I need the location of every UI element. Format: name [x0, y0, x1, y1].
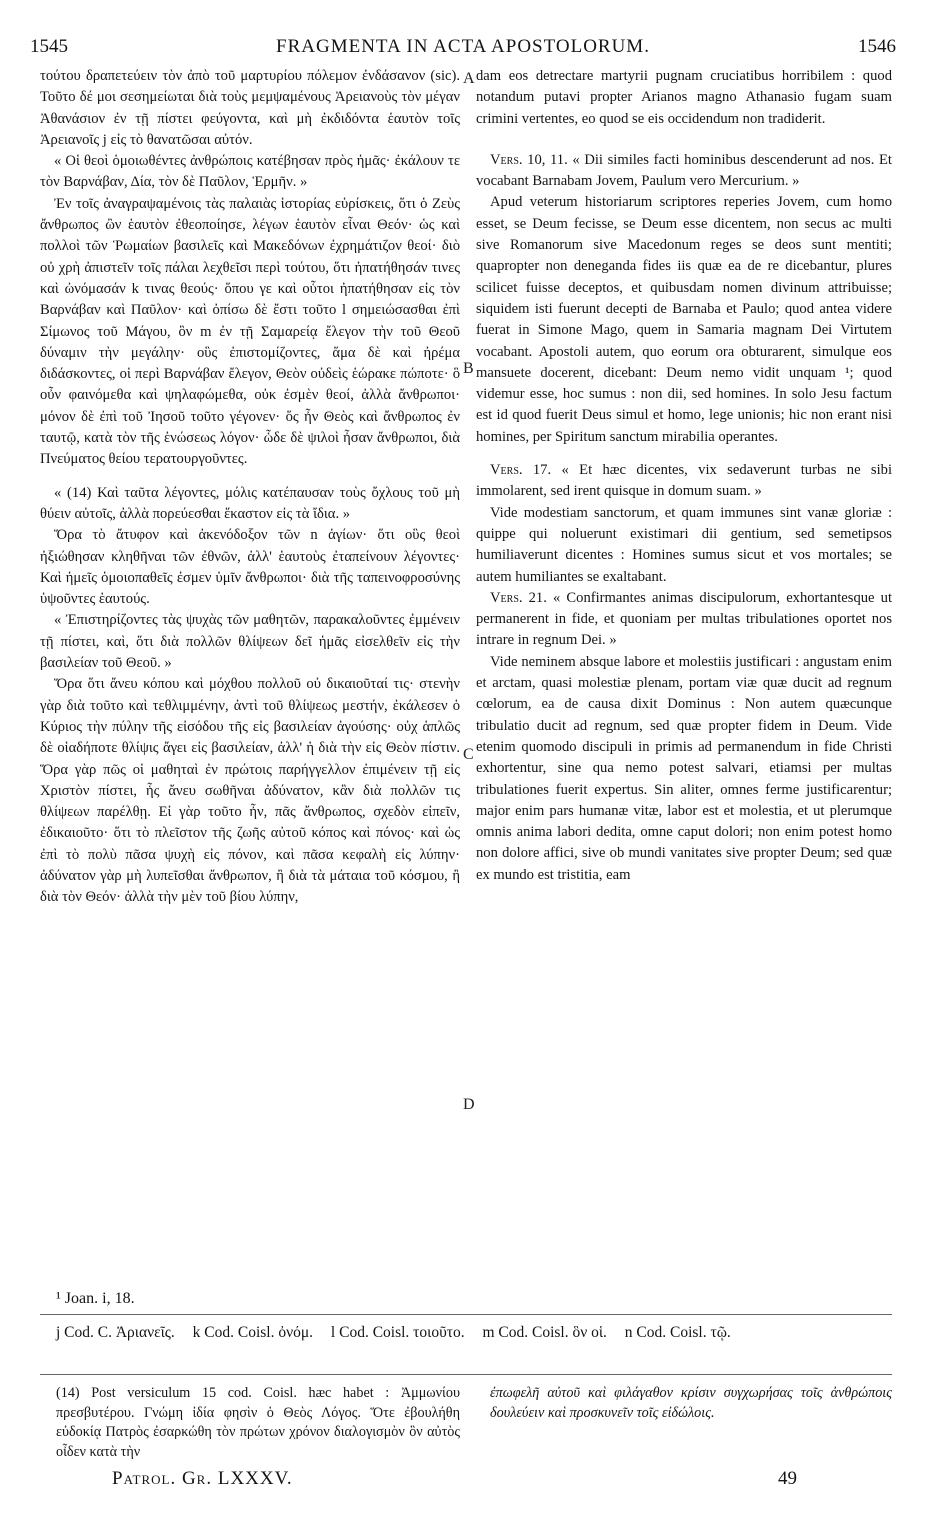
- variant-note: m Cod. Coisl. ὃν οἱ.: [482, 1324, 607, 1341]
- greek-paragraph: Ἐν τοῖς ἀναγραψαμένοις τὰς παλαιὰς ἱστορίας εὑρίσκεις, ὅτι ὁ Ζεὺς ἄνθρωπος ὢν ἑαυτὸν ἐθεοποίησε, λέγων ἑαυτὸν εἶναι Θεόν· ὡς καὶ πολλοὶ τῶν Ῥωμαίων βασιλεῖς καὶ Μακεδόνων ἐχρημάτιζον θεοί· διὸ οὐ χρὴ ἀπιστεῖν τοῖς πάλαι λεχθεῖσι περὶ τούτου, ὅτι ἠπατήθησάν τινες καὶ ὠνόμασάν k τινας θεούς· ὅπου γε καὶ οὗτοι ἠπατήθησαν εἰς τὸν Βαρνάβαν καὶ Παῦλον· καὶ ὀπίσω δὲ ἔστι τοῦτο l σημειώσασθαι ἐπὶ Σίμωνος τοῦ Μάγου, ὃν m ἐν τῇ Σαμαρείᾳ ἔλεγον τὴν τοῦ Θεοῦ δύναμιν τὴν μεγάλην· οὓς ἐπιστομίζοντες, ἅμα δὲ καὶ ἠρέμα διδάσκοντες, οἱ περὶ Βαρνάβαν ἔλεγον, Θεὸν οὐδεὶς ἑώρακε πώποτε· ὃ οὖν φαινόμεθα καὶ ψηλαφώμεθα, οὐκ ἐσμὲν θεοί, ἀλλὰ ἄνθρωποι· μόνον δὲ ἐπὶ τοῦ Ἰησοῦ τοῦτο γέγονεν· ὅς ἦν Θεὸς καὶ ἄνθρωπος ἐν ταυτῷ, κατὰ τὸν τῆς ἑνώσεως λόγον· ὧδε δὲ ψιλοὶ ἦσαν ἄνθρωποι, διὰ Πνεύματος θείου τερατουργοῦντες.: [40, 195, 460, 468]
- page-number-right: 1546: [858, 36, 896, 57]
- greek-column: [40, 66, 460, 909]
- greek-paragraph: « Ἐπιστηρίζοντες τὰς ψυχὰς τῶν μαθητῶν, παρακαλοῦντες ἐμμένειν τῇ πίστει, καὶ, ὅτι διὰ πολλῶν θλίψεων δεῖ ἡμᾶς εἰσελθεῖν εἰς τὴν βασιλείαν τοῦ Θεοῦ. »: [40, 612, 460, 672]
- latin-paragraph: Vide neminem absque labore et molestiis justificari : angustam enim et arctam, quasi molestiæ plenam, portam viæ quæ ducit ad regnum cœlorum, ea de causa dixit Dominus : Non autem quæcunque tribulatio ducit ad regnum, sed quæ propter fidem in Deum. Vide etenim quomodo discipuli in primis ad permanendum in fide Christi exhortentur, sine qua nemo potest salvari, etiamsi per multas tribulationes fuerit expertus. Sin aliter, omnes ferme justificarentur; major enim pars humanæ vitæ, labor est et molestia, et ut plerumque omnis anima labori dedita, omne caput dolori; non enim potest homo non dolore affici, sive ob mundi vanitates sive propter Deum; sed quæ ex mundo est tristitia, eam: [476, 653, 892, 883]
- margin-letter: D: [463, 1096, 475, 1113]
- editor-note-left: (14) Post versiculum 15 cod. Coisl. hæc habet : Ἀμμωνίου πρεσβυτέρου. Γνώμη ἰδία φησὶν ὁ Θεὸς Λόγος. Ὅτε ἐβουλήθη εὐδοκίᾳ Πατρὸς ἐσαρκώθη τὸν πρώτων χρόνον διαλογισμὸν ὃν αὐτὸς οἶδεν κατὰ τὴν: [56, 1385, 460, 1460]
- latin-paragraph: dam eos detrectare martyrii pugnam cruciatibus horribilem : quod notandum putavi propter Arianos magno Athanasio fugam suam crimini vertentes, eo quod se eis occidendum non tradiderit.: [476, 68, 892, 127]
- running-title: FRAGMENTA IN ACTA APOSTOLORUM.: [276, 36, 650, 57]
- latin-paragraph: [476, 588, 892, 652]
- greek-paragraph: τούτου δραπετεύειν τὸν ἀπὸ τοῦ μαρτυρίου πόλεμον ἐνδάσανον (sic). Τοῦτο δέ μοι σεσημείωται διὰ τοὺς μεμψαμένους Ἀρειανοὺς τὸν μέγαν Ἀθανάσιον ἐν τῇ πίστει φεύγοντα, καὶ μὴ ἐκδιδόντα ἑαυτὸν τοῖς Ἀρειανοῖς j εἰς τὸ θανατῶσαι αὐτόν.: [40, 68, 460, 148]
- verse-marker: Vers. 17.: [490, 462, 552, 479]
- margin-letter: C: [463, 746, 474, 763]
- verse-text: « Dii similes facti hominibus descenderunt ad nos. Et vocabant Barnabam Jovem, Paulum vero Mercurium. »: [476, 151, 892, 190]
- verse-text: « Confirmantes animas discipulorum, exhortantesque ut permanerent in fide, et quoniam per multas tribulationes oportet nos intrare in regnum Dei. »: [476, 589, 892, 649]
- margin-letter: A: [463, 70, 475, 87]
- latin-paragraph: [476, 150, 892, 193]
- page-number-left: 1545: [30, 36, 68, 57]
- latin-paragraph: Vide modestiam sanctorum, et quam immunes sint vanæ gloriæ : quippe qui noluerunt existimari dii gentium, sed semetipsos humiliaverunt dicentes : Homines sumus sicut et vos mortales; se autem humiliantes se exaltabant.: [476, 504, 892, 585]
- greek-paragraph: Ὅρα τὸ ἄτυφον καὶ ἀκενόδοξον τῶν n ἁγίων· ὅτι οὓς θεοὶ ἠξιώθησαν κληθῆναι τῶν ἐθνῶν, ἀλλ' ἑαυτοὺς ἐταπείνουν λέγοντες· Καὶ ἡμεῖς ὁμοιοπαθεῖς ἐσμεν ὑμῖν ἄνθρωποι· διὰ τῆς ταπεινοφροσύνης ὑψοῦντες ἑαυτούς.: [40, 527, 460, 608]
- verse-marker: Vers. 21.: [490, 589, 547, 606]
- editor-note-right: ἐπωφελῆ αὐτοῦ καὶ φιλάγαθον κρίσιν συγχωρήσας τοῖς ἀνθρώποις δουλεύειν καὶ προσκυνεῖν τοῖς εἰδώλοις.: [490, 1385, 892, 1421]
- variant-note: l Cod. Coisl. τοιοῦτο.: [330, 1324, 465, 1341]
- latin-column: [476, 66, 892, 886]
- variant-note: n Cod. Coisl. τῷ.: [624, 1324, 731, 1341]
- greek-paragraph: Ὅρα ὅτι ἄνευ κόπου καὶ μόχθου πολλοῦ οὐ δικαιοῦταί τις· στενὴν γὰρ διὰ τοῦτο καὶ τεθλιμμένην, ἀντὶ τοῦ θλίψεως μεστήν, ἐκάλεσεν ὁ Κύριος τὴν πύλην τῆς εἰσόδου τῆς εἰς βασιλείαν ἀγούσης· οὐχ ἁπλῶς δὲ οἱαδήποτε θλίψις ἄγει εἰς βασιλείαν, ἀλλ' ἡ διὰ τὴν εἰς Θεὸν πίστιν. Ὅρα γὰρ πῶς οἱ μαθηταὶ ἐν πρώτοις παρήγγελλον ἐπιμένειν τῇ εἰς Χριστὸν πίστει, ἧς ἄνευ σωθῆναι ἀδύνατον, κἂν διὰ πολλῶν τις θλίψεων παρέλθῃ. Εἰ γὰρ τοῦτο ἦν, πᾶς ἄνθρωπος, σχεδὸν εἰπεῖν, ἐδικαιοῦτο· ὅτι τὸ πλεῖστον τῆς ζωῆς αὐτοῦ κόπος καὶ πόνος· καὶ ὡς ἐπὶ τὸ πολὺ πᾶσα ψυχὴ εἰς πόνον, καὶ πᾶσα κεφαλὴ εἰς λύπην· ἀδύνατον γὰρ μὴ λυπεῖσθαι ἄνθρωπον, ἢ διὰ τὰ μάταια τοῦ κόσμου, ἢ διὰ τὸν Θεόν· ἀλλὰ τὴν μὲν τοῦ βίου λύπην,: [40, 676, 460, 906]
- margin-letter: B: [463, 360, 474, 377]
- variant-note: k Cod. Coisl. ὀνόμ.: [192, 1324, 314, 1341]
- gathering-number: 49: [778, 1468, 797, 1489]
- footnote-divider: [40, 1314, 892, 1315]
- latin-paragraph: Apud veterum historiarum scriptores reperies Jovem, cum homo esset, se Deum fecisse, se Deum esse dicentem, non secus ac multi sive Romanorum sive Macedonum reges se deos sunt mentiti; quapropter non deneganda fides iis quæ ea de re dicebantur, plures scilicet fuisse deceptos, et quibusdam nomen divinum attribuisse; siquidem isti fuerunt decepti de Barnaba et Paulo; quod antea videre fuerat in Simone Mago, quem in Samaria magnam Dei Virtutem vocabant. Apostoli autem, quo eorum ora obturarent, simulque eos mansuete docerent, dicebant: Deum nemo vidit unquam ¹; quod videmur esse, hoc sumus : non dii, sed homines. In solo Jesu factum est id quod fuerit Deus simul et homo, lege unionis; hic non erant nisi homines, per Spiritum sanctum mirabilia operantes.: [476, 194, 892, 445]
- greek-paragraph: « (14) Καὶ ταῦτα λέγοντες, μόλις κατέπαυσαν τοὺς ὄχλους τοῦ μὴ θύειν αὐτοῖς, ἀλλὰ πορεύεσθαι ἕκαστον εἰς τὰ ἴδια. »: [40, 484, 460, 522]
- notes-divider: [40, 1374, 892, 1375]
- volume-signature: Patrol. Gr. LXXXV.: [112, 1468, 293, 1489]
- variant-readings: [56, 1322, 892, 1343]
- verse-marker: Vers. 10, 11.: [490, 151, 568, 168]
- scripture-footnote: ¹ Joan. i, 18.: [56, 1290, 135, 1307]
- variant-note: j Cod. C. Ἀριανεῖς.: [56, 1324, 175, 1341]
- running-header: [30, 36, 896, 60]
- latin-paragraph: [476, 460, 892, 503]
- verse-text: « Et hæc dicentes, vix sedaverunt turbas ne sibi immolarent, sed irent quisque in domum suam. »: [476, 462, 892, 500]
- greek-paragraph: « Οἱ θεοὶ ὁμοιωθέντες ἀνθρώποις κατέβησαν πρὸς ἡμᾶς· ἐκάλουν τε τὸν Βαρνάβαν, Δία, τὸν δὲ Παῦλον, Ἑρμῆν. »: [40, 153, 460, 191]
